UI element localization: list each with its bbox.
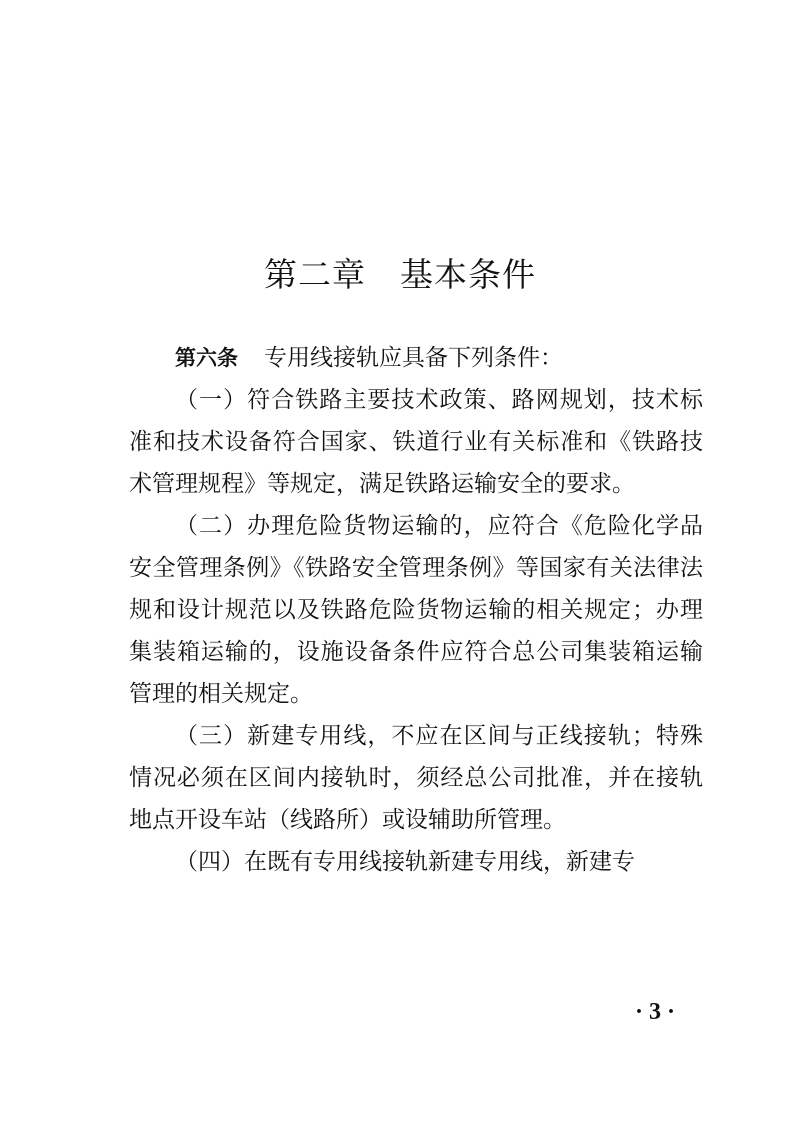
article-body <box>129 337 703 883</box>
chapter-title: 第二章 基本条件 <box>264 255 536 294</box>
page-number: · 3 · <box>634 999 675 1025</box>
clause-paragraph-2: （二）办理危险货物运输的，应符合《危险化学品安全管理条例》《铁路安全管理条例》等国家有关法律法规和设计规范以及铁路危险货物运输的相关规定；办理集装箱运输的，设施设备条件应符合总公司集装箱运输管理的相关规定。 <box>129 513 703 707</box>
clause-paragraph-4: （四）在既有专用线接轨新建专用线，新建专 <box>175 849 635 875</box>
article-intro: 专用线接轨应具备下列条件： <box>264 345 563 371</box>
clause-paragraph-3: （三）新建专用线，不应在区间与正线接轨；特殊情况必须在区间内接轨时，须经总公司批准，并在接轨地点开设车站（线路所）或设辅助所管理。 <box>129 723 703 833</box>
clause-paragraph-1: （一）符合铁路主要技术政策、路网规划，技术标准和技术设备符合国家、铁道行业有关标准和《铁路技术管理规程》等规定，满足铁路运输安全的要求。 <box>129 387 703 497</box>
article-intro-paragraph <box>129 337 703 379</box>
article-label: 第六条 <box>175 346 238 370</box>
